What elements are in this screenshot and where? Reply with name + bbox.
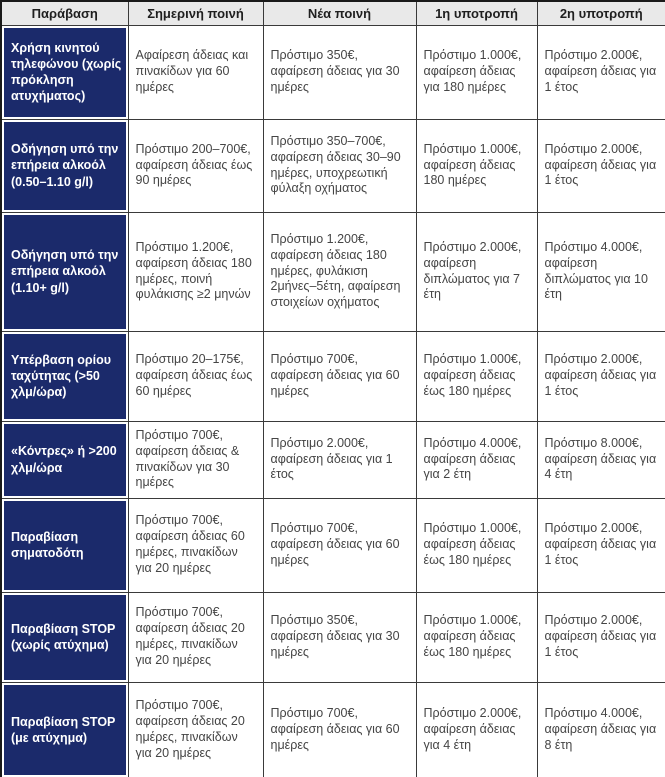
new-penalty-cell: Πρόστιμο 2.000€, αφαίρεση άδειας για 1 έτος — [263, 421, 416, 498]
relapse-1-cell: Πρόστιμο 1.000€, αφαίρεση άδειας έως 180 ημέρες — [416, 498, 537, 592]
relapse-2-cell: Πρόστιμο 2.000€, αφαίρεση άδειας για 1 έτος — [537, 331, 665, 421]
violation-cell: «Κόντρες» ή >200 χλμ/ώρα — [1, 421, 128, 498]
new-penalty-cell: Πρόστιμο 350€, αφαίρεση άδειας για 30 ημέρες — [263, 592, 416, 682]
current-penalty-cell: Πρόστιμο 700€, αφαίρεση άδειας 20 ημέρες, πινακίδων για 20 ημέρες — [128, 682, 263, 777]
violation-cell: Υπέρβαση ορίου ταχύτητας (>50 χλμ/ώρα) — [1, 331, 128, 421]
column-header-relapse-2: 2η υποτροπή — [537, 1, 665, 25]
relapse-2-cell: Πρόστιμο 4.000€, αφαίρεση άδειας για 8 έτη — [537, 682, 665, 777]
column-header-relapse-1: 1η υποτροπή — [416, 1, 537, 25]
table-row — [1, 331, 665, 421]
table-row — [1, 25, 665, 119]
table-row — [1, 498, 665, 592]
table-row — [1, 421, 665, 498]
new-penalty-cell: Πρόστιμο 700€, αφαίρεση άδειας για 60 ημέρες — [263, 331, 416, 421]
new-penalty-cell: Πρόστιμο 350€, αφαίρεση άδειας για 30 ημέρες — [263, 25, 416, 119]
table-row — [1, 682, 665, 777]
relapse-1-cell: Πρόστιμο 4.000€, αφαίρεση άδειας για 2 έτη — [416, 421, 537, 498]
violation-cell: Χρήση κινητού τηλεφώνου (χωρίς πρόκληση ατυχήματος) — [1, 25, 128, 119]
current-penalty-cell: Πρόστιμο 700€, αφαίρεση άδειας & πινακίδων για 30 ημέρες — [128, 421, 263, 498]
column-header-current-penalty: Σημερινή ποινή — [128, 1, 263, 25]
current-penalty-cell: Πρόστιμο 700€, αφαίρεση άδειας 60 ημέρες, πινακίδων για 20 ημέρες — [128, 498, 263, 592]
table-row — [1, 592, 665, 682]
relapse-2-cell: Πρόστιμο 8.000€, αφαίρεση άδειας για 4 έτη — [537, 421, 665, 498]
header-row — [1, 1, 665, 25]
violation-cell: Οδήγηση υπό την επήρεια αλκοόλ (0.50–1.10 g/l) — [1, 119, 128, 212]
current-penalty-cell: Πρόστιμο 700€, αφαίρεση άδειας 20 ημέρες, πινακίδων για 20 ημέρες — [128, 592, 263, 682]
table-row — [1, 212, 665, 331]
new-penalty-cell: Πρόστιμο 350–700€, αφαίρεση άδειας 30–90 ημέρες, υποχρεωτική φύλαξη οχήματος — [263, 119, 416, 212]
column-header-new-penalty: Νέα ποινή — [263, 1, 416, 25]
relapse-1-cell: Πρόστιμο 1.000€, αφαίρεση άδειας 180 ημέρες — [416, 119, 537, 212]
new-penalty-cell: Πρόστιμο 700€, αφαίρεση άδειας για 60 ημέρες — [263, 498, 416, 592]
relapse-2-cell: Πρόστιμο 4.000€, αφαίρεση διπλώματος για 10 έτη — [537, 212, 665, 331]
violation-cell: Παραβίαση STOP (με ατύχημα) — [1, 682, 128, 777]
current-penalty-cell: Πρόστιμο 1.200€, αφαίρεση άδειας 180 ημέρες, ποινή φυλάκισης ≥2 μηνών — [128, 212, 263, 331]
relapse-2-cell: Πρόστιμο 2.000€, αφαίρεση άδειας για 1 έτος — [537, 25, 665, 119]
current-penalty-cell: Πρόστιμο 200–700€, αφαίρεση άδειας έως 90 ημέρες — [128, 119, 263, 212]
current-penalty-cell: Αφαίρεση άδειας και πινακίδων για 60 ημέρες — [128, 25, 263, 119]
new-penalty-cell: Πρόστιμο 1.200€, αφαίρεση άδειας 180 ημέρες, φυλάκιση 2μήνες–5έτη, αφαίρεση στοιχείων οχήματος — [263, 212, 416, 331]
relapse-1-cell: Πρόστιμο 2.000€, αφαίρεση διπλώματος για 7 έτη — [416, 212, 537, 331]
relapse-1-cell: Πρόστιμο 1.000€, αφαίρεση άδειας για 180 ημέρες — [416, 25, 537, 119]
current-penalty-cell: Πρόστιμο 20–175€, αφαίρεση άδειας έως 60 ημέρες — [128, 331, 263, 421]
relapse-1-cell: Πρόστιμο 2.000€, αφαίρεση άδειας για 4 έτη — [416, 682, 537, 777]
column-header-violation: Παράβαση — [1, 1, 128, 25]
relapse-1-cell: Πρόστιμο 1.000€, αφαίρεση άδειας έως 180 ημέρες — [416, 592, 537, 682]
relapse-2-cell: Πρόστιμο 2.000€, αφαίρεση άδειας για 1 έτος — [537, 498, 665, 592]
violation-cell: Οδήγηση υπό την επήρεια αλκοόλ (1.10+ g/l) — [1, 212, 128, 331]
relapse-2-cell: Πρόστιμο 2.000€, αφαίρεση άδειας για 1 έτος — [537, 119, 665, 212]
violation-cell: Παραβίαση σηματοδότη — [1, 498, 128, 592]
new-penalty-cell: Πρόστιμο 700€, αφαίρεση άδειας για 60 ημέρες — [263, 682, 416, 777]
relapse-2-cell: Πρόστιμο 2.000€, αφαίρεση άδειας για 1 έτος — [537, 592, 665, 682]
violation-cell: Παραβίαση STOP (χωρίς ατύχημα) — [1, 592, 128, 682]
relapse-1-cell: Πρόστιμο 1.000€, αφαίρεση άδειας έως 180 ημέρες — [416, 331, 537, 421]
table-row — [1, 119, 665, 212]
